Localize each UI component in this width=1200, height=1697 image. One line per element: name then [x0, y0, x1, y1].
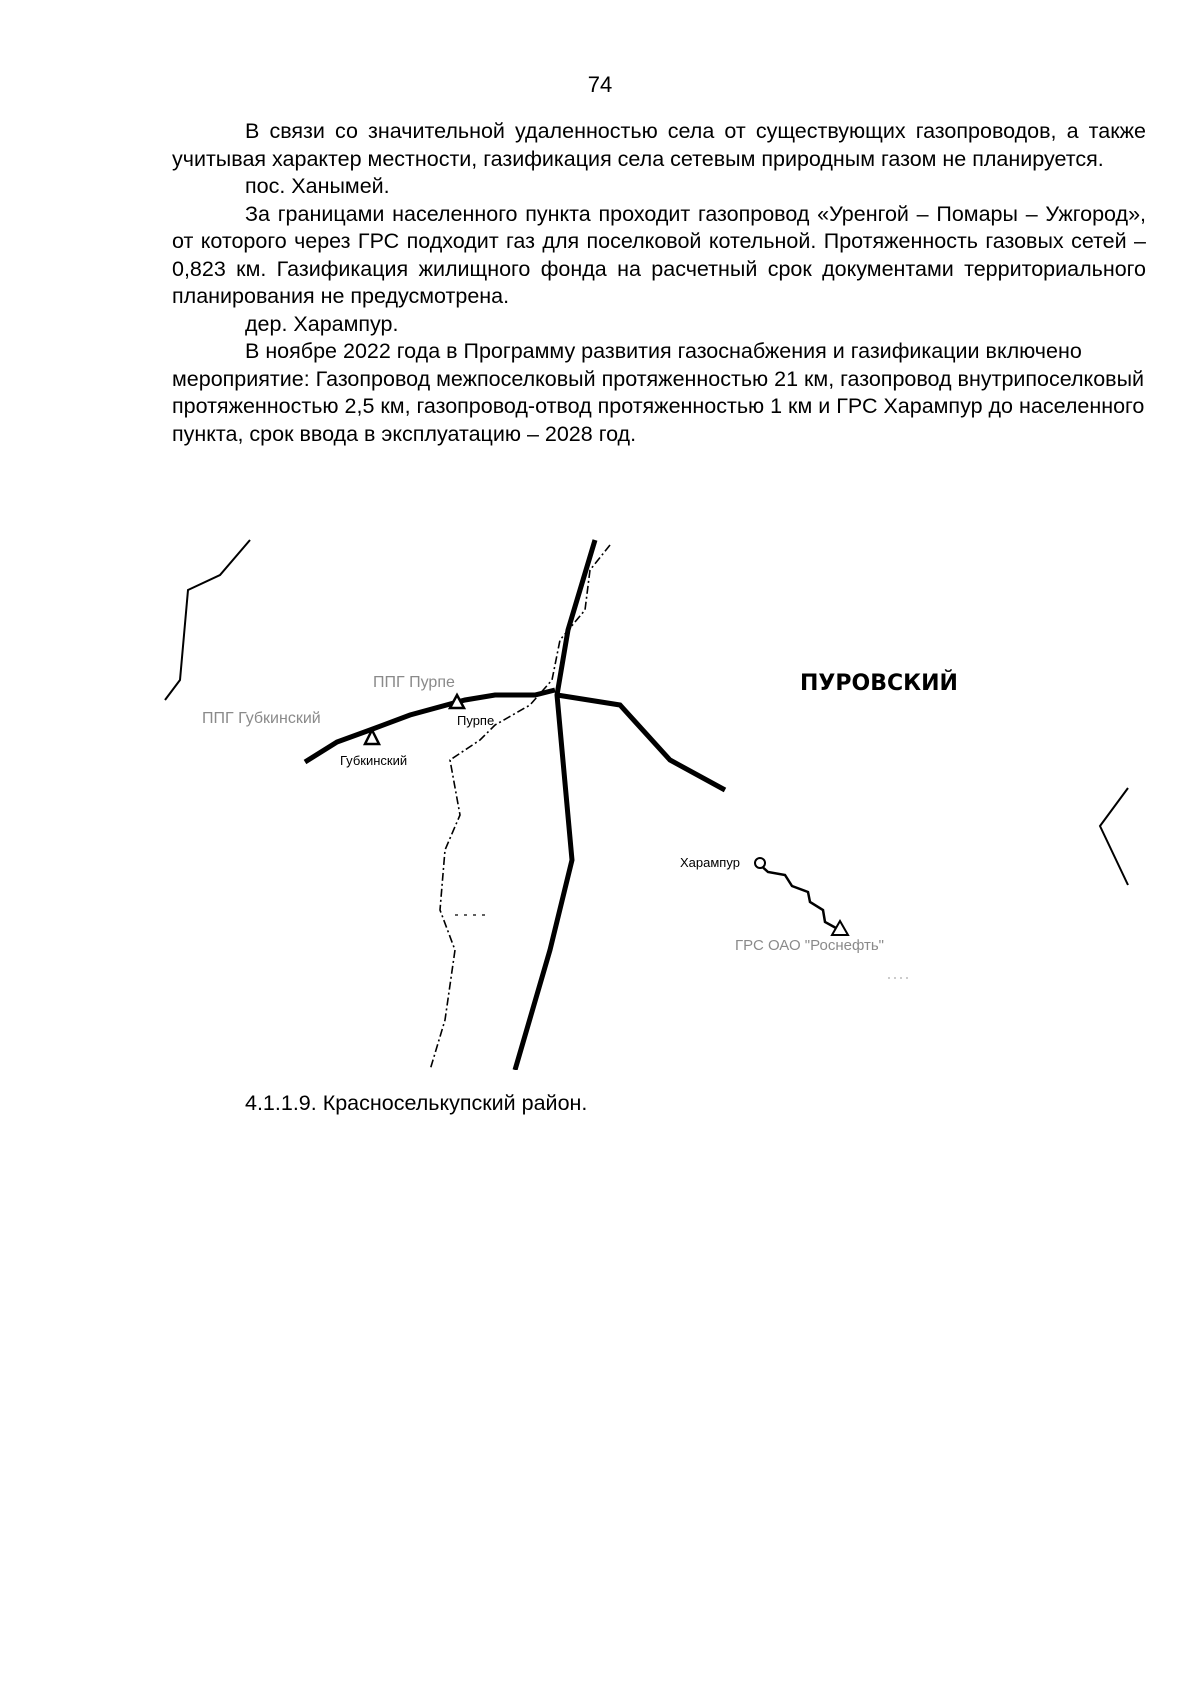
paragraph-gasification-village: В связи со значительной удаленностью села от существующих газопроводов, а также учитывая характер местности, газификация села сетевым природным газом не планируется. — [172, 119, 1146, 171]
map-label-purpe: Пурпе — [457, 713, 495, 728]
map-label-grs-rosneft: ГРС ОАО "Роснефть" — [735, 937, 884, 954]
dashed-river-line — [430, 545, 610, 1070]
boundary-line-right — [1100, 788, 1128, 885]
kharampur-pipeline — [758, 863, 836, 928]
section-heading: 4.1.1.9. Красноселькупский район. — [245, 1091, 588, 1115]
paragraph-kharampur-heading: дер. Харампур. — [245, 311, 399, 336]
boundary-line-left — [165, 540, 250, 700]
gas-pipeline-map — [160, 530, 1135, 1070]
map-label-district: ПУРОВСКИЙ — [800, 671, 958, 696]
paragraph-khanymey-description: За границами населенного пункта проходит газопровод «Уренгой – Помары – Ужгород», от которого через ГРС подходит газ для поселковой котельной. Протяженность газовых сетей – 0,823 км. Газификация жилищного фонда на расчетный срок документами территориального планирования не предусмотрена. — [172, 201, 1146, 308]
kharampur-settlement-circle — [755, 858, 765, 868]
paragraph-kharampur-program: В ноябре 2022 года в Программу развития газоснабжения и газификации включено мероприятие: Газопровод межпоселковый протяженностью 21 км, газопровод внутрипоселковый протяженностью 2,5 км, газопровод-отвод протяженностью 1 км и ГРС Харампур до населенного пункта, срок ввода в эксплуатацию – 2028 год. — [172, 339, 1145, 446]
page-number: 74 — [587, 72, 613, 97]
main-pipeline-north-south — [515, 540, 595, 1070]
map-label-ppg-gubkinsky: ППГ Губкинский — [202, 710, 321, 727]
paragraph-khanymey-heading: пос. Ханымей. — [245, 174, 390, 198]
map-label-gubkinsky: Губкинский — [340, 753, 408, 768]
ppg-purpe-triangle — [450, 695, 464, 708]
body-text — [172, 118, 1146, 448]
map-label-ppg-purpe: ППГ Пурпе — [373, 674, 455, 691]
map-drawing — [160, 530, 1135, 1070]
map-label-kharampur: Харампур — [680, 855, 740, 870]
pipeline-east-branch — [557, 695, 725, 790]
pipeline-west-branch — [305, 690, 555, 762]
